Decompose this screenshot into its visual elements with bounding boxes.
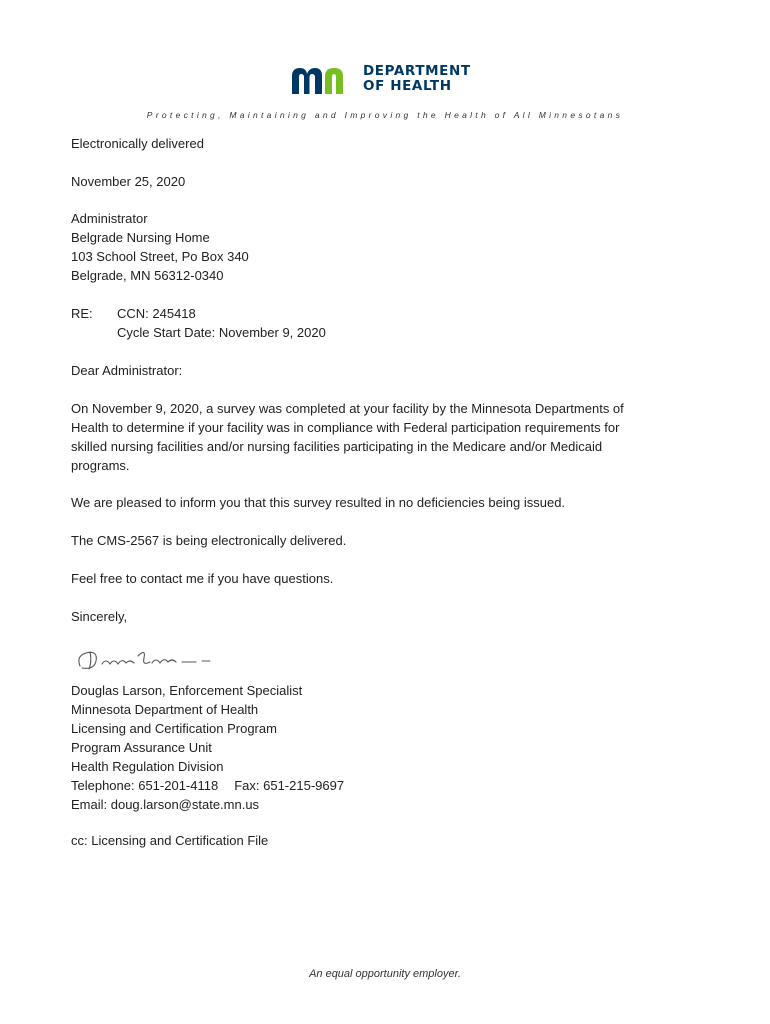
recipient-address xyxy=(71,209,671,285)
logo-line-1: DEPARTMENT xyxy=(363,63,471,79)
paragraph-line: programs. xyxy=(71,458,130,473)
salutation-line: Dear Administrator: xyxy=(71,363,183,378)
cc-block xyxy=(71,831,671,850)
paragraph-line: Feel free to contact me if you have questions. xyxy=(71,571,334,586)
signer-line: Licensing and Certification Program xyxy=(71,721,277,736)
email: Email: doug.larson@state.mn.us xyxy=(71,797,260,812)
paragraph-4 xyxy=(71,569,671,588)
address-line: Belgrade, MN 56312-0340 xyxy=(71,268,224,283)
letter-date xyxy=(71,172,671,191)
telephone: Telephone: 651-201-4118 xyxy=(71,778,219,793)
paragraph-line: We are pleased to inform you that this survey resulted in no deficiencies being issued. xyxy=(71,495,566,510)
re-label: RE: xyxy=(71,306,93,321)
signer-line: Douglas Larson, Enforcement Specialist xyxy=(71,683,303,698)
ccn-line: CCN: 245418 xyxy=(117,306,196,321)
contact-phone-fax xyxy=(71,776,671,795)
signature-image xyxy=(72,644,212,674)
cc-line: cc: Licensing and Certification File xyxy=(71,833,269,848)
address-line: Belgrade Nursing Home xyxy=(71,230,210,245)
closing-line: Sincerely, xyxy=(71,609,128,624)
tagline: Protecting, Maintaining and Improving the Health of All Minnesotans xyxy=(146,110,624,120)
paragraph-line: Health to determine if your facility was in compliance with Federal participation requirements for xyxy=(71,420,620,435)
closing xyxy=(71,607,671,626)
paragraph-line: The CMS-2567 is being electronically delivered. xyxy=(71,533,347,548)
address-line: Administrator xyxy=(71,211,148,226)
logo-line-2: OF HEALTH xyxy=(363,78,452,94)
mn-logo-icon xyxy=(290,66,354,94)
paragraph-line: On November 9, 2020, a survey was completed at your facility by the Minnesota Departments of xyxy=(71,401,624,416)
logo-text xyxy=(363,64,471,94)
delivery-line: Electronically delivered xyxy=(71,136,204,151)
fax: Fax: 651-215-9697 xyxy=(234,778,345,793)
signer-line: Minnesota Department of Health xyxy=(71,702,259,717)
signer-block xyxy=(71,681,671,814)
re-block xyxy=(71,304,671,342)
mdh-logo xyxy=(290,64,482,98)
footer-text: An equal opportunity employer. xyxy=(309,968,461,980)
paragraph-1 xyxy=(71,399,671,475)
cycle-start-line: Cycle Start Date: November 9, 2020 xyxy=(117,325,326,340)
signer-line: Program Assurance Unit xyxy=(71,740,212,755)
paragraph-line: skilled nursing facilities and/or nursing facilities participating in the Medicare and/or Medicaid xyxy=(71,439,603,454)
paragraph-2 xyxy=(71,493,671,512)
paragraph-3 xyxy=(71,531,671,550)
date-line: November 25, 2020 xyxy=(71,174,186,189)
address-line: 103 School Street, Po Box 340 xyxy=(71,249,249,264)
delivery-method xyxy=(71,134,671,153)
signer-line: Health Regulation Division xyxy=(71,759,224,774)
salutation xyxy=(71,361,671,380)
